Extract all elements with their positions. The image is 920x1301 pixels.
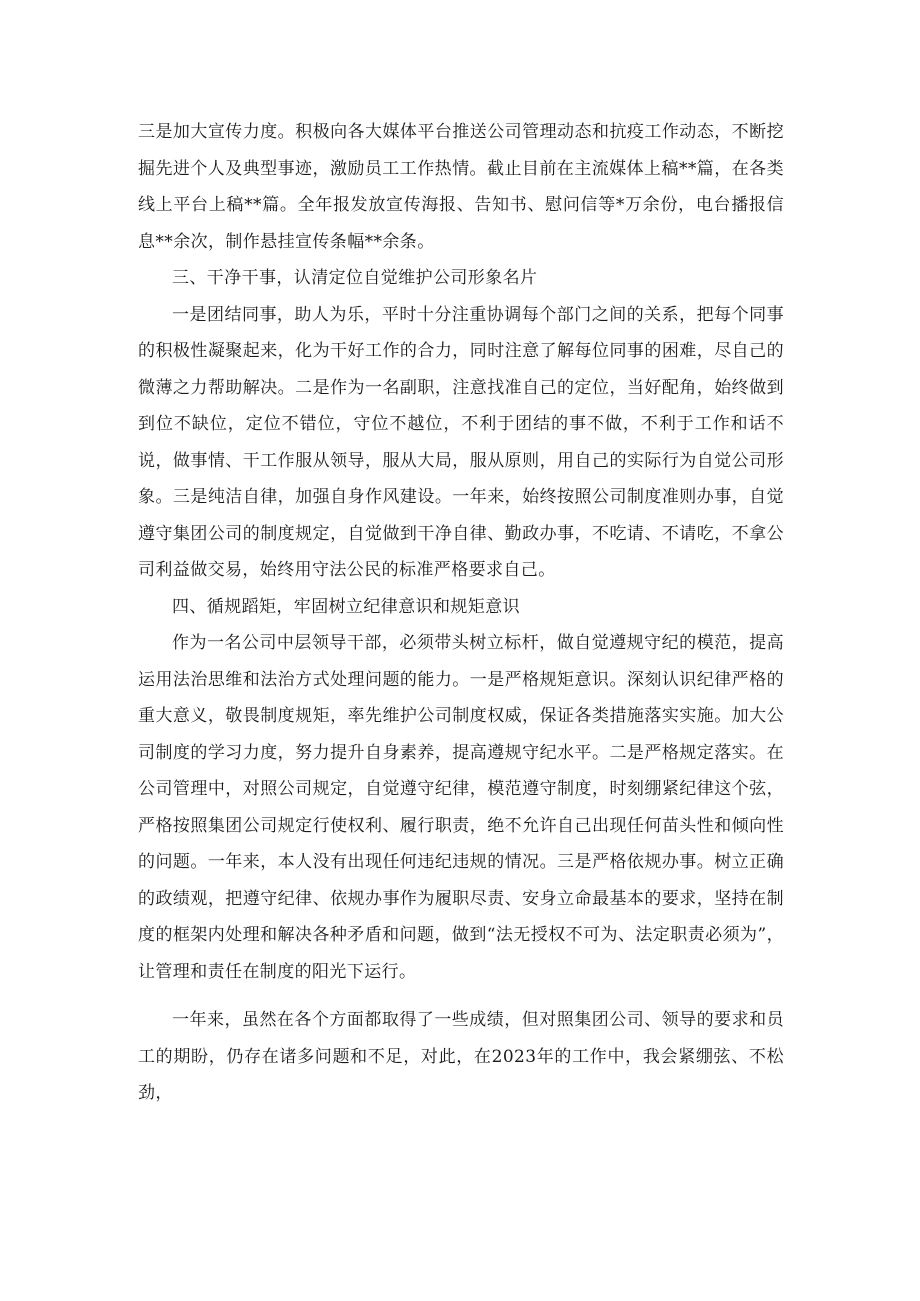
section-heading-four: 四、循规蹈矩，牢固树立纪律意识和规矩意识	[172, 596, 520, 617]
paragraph-summary: 一年来，虽然在各个方面都取得了一些成绩，但对照集团公司、领导的要求和员工的期盼，仍存在诸多问题和不足，对此，在2023年的工作中，我会紧绷弦、不松劲，	[138, 1010, 784, 1103]
paragraph-unity-self-discipline: 一是团结同事，助人为乐，平时十分注重协调每个部门之间的关系，把每个同事的积极性凝聚起来，化为干好工作的合力，同时注意了解每位同事的困难，尽自己的微薄之力帮助解决。二是作为一名副职，注意找准自己的定位，当好配角，始终做到到位不缺位，定位不错位，守位不越位，不利于团结的事不做，不利于工作和话不说，做事情、干工作服从领导，服从大局，服从原则，用自己的实际行为自觉公司形象。三是纯洁自律，加强自身作风建设。一年来，始终按照公司制度准则办事，自觉遵守集团公司的制度规定，自觉做到干净自律、勤政办事，不吃请、不请吃，不拿公司利益做交易，始终用守法公民的标准严格要求自己。	[138, 304, 784, 580]
paragraph-publicity: 三是加大宣传力度。积极向各大媒体平台推送公司管理动态和抗疫工作动态，不断挖掘先进个人及典型事迹，激励员工工作热情。截止目前在主流媒体上稿**篇，在各类线上平台上稿**篇。全年报发放宣传海报、告知书、慰问信等*万余份，电台播报信息**余次，制作悬挂宣传条幅**余条。	[138, 122, 784, 252]
document-body	[138, 114, 784, 1112]
paragraph-discipline-rules: 作为一名公司中层领导干部，必须带头树立标杆，做自觉遵规守纪的模范，提高运用法治思维和法治方式处理问题的能力。一是严格规矩意识。深刻认识纪律严格的重大意义，敬畏制度规矩，率先维护公司制度权威，保证各类措施落实实施。加大公司制度的学习力度，努力提升自身素养，提高遵规守纪水平。二是严格规定落实。在公司管理中，对照公司规定，自觉遵守纪律，模范遵守制度，时刻绷紧纪律这个弦，严格按照集团公司规定行使权利、履行职责，绝不允许自己出现任何苗头性和倾向性的问题。一年来，本人没有出现任何违纪违规的情况。三是严格依规办事。树立正确的政绩观，把遵守纪律、依规办事作为履职尽责、安身立命最基本的要求，坚持在制度的框架内处理和解决各种矛盾和问题，做到“法无授权不可为、法定职责必须为”，让管理和责任在制度的阳光下运行。	[138, 633, 784, 982]
section-heading-three: 三、干净干事，认清定位自觉维护公司形象名片	[172, 268, 538, 288]
